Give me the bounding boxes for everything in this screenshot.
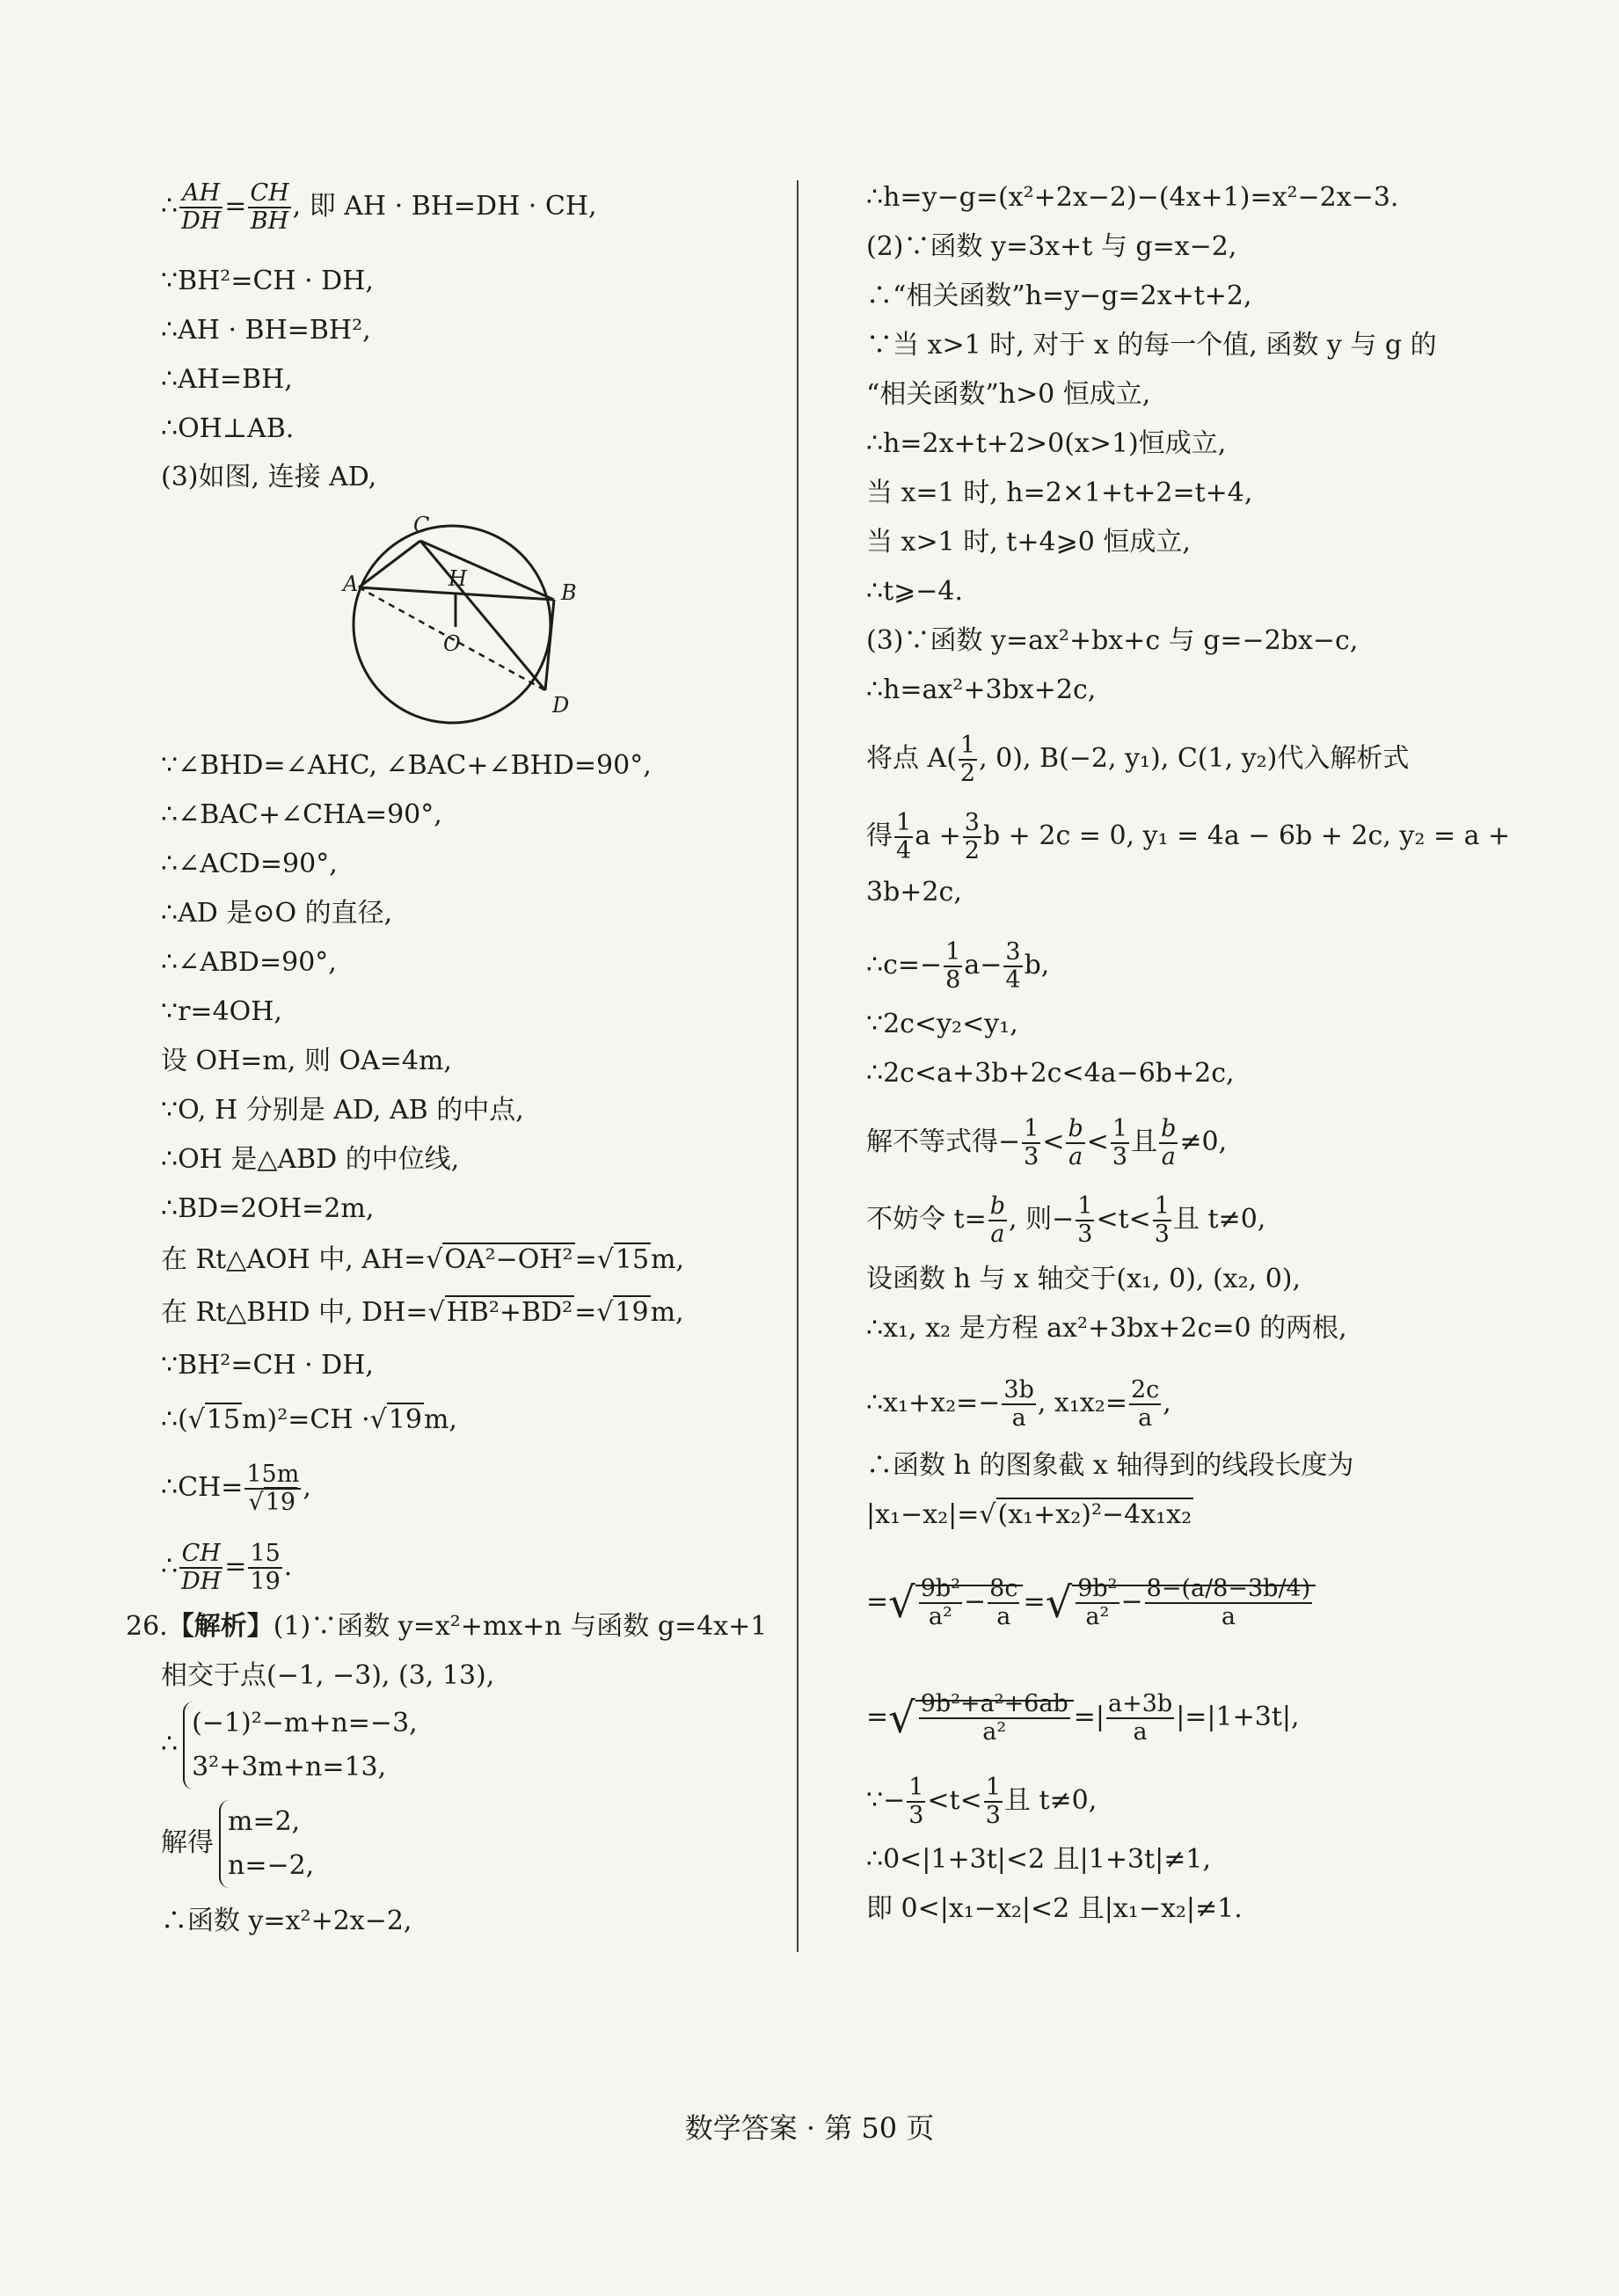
fraction: $\frac{\text{9b²}}{\text{a²}}$ [1077, 1575, 1118, 1630]
text-line: 相交于点(−1, −3), (3, 13), [161, 1660, 495, 1691]
fraction: $\frac{1}{3}$ [985, 1774, 1001, 1829]
text-line: ∴AD 是⊙O 的直径, [161, 898, 393, 929]
text-line: ∴∠BAC+∠CHA=90°, [161, 799, 442, 830]
label-h: H [449, 566, 467, 591]
text-line: 3b+2c, [866, 877, 962, 907]
fraction: $\frac{\text{9b²+a²+6ab}}{\text{a²}}$ [920, 1690, 1068, 1746]
fraction: $\frac{1}{3}$ [908, 1774, 924, 1829]
equation-system: ∴ (−1)²−m+n=−3, 3²+3m+n=13, [161, 1702, 418, 1789]
fraction: $\frac{1}{4}$ [896, 809, 912, 864]
text-line: 26.【解析】(1)∵函数 y=x²+mx+n 与函数 g=4x+1 [126, 1611, 768, 1642]
text-line: =√ $\frac{\text{9b²+a²+6ab}}{\text{a²}}$ =| $\frac{a+3b}{a}$ |=|1+3t|, [866, 1690, 1300, 1746]
fraction: $\frac{1}{2}$ [959, 732, 976, 787]
fraction: $\frac{b}{a}$ [989, 1192, 1006, 1248]
text-line: (3)∵函数 y=ax²+bx+c 与 g=−2bx−c, [866, 625, 1359, 656]
text-line: ∵∠BHD=∠AHC, ∠BAC+∠BHD=90°, [161, 750, 652, 781]
text-line: ∵当 x>1 时, 对于 x 的每一个值, 函数 y 与 g 的 [866, 330, 1437, 361]
fraction: $\frac{2c}{a}$ [1130, 1376, 1160, 1432]
text-line: ∴(√15m)²=CH ·√19m, [161, 1404, 457, 1435]
page-number-label: 数学答案 · 第 50 页 [684, 2111, 935, 2145]
label-d: D [552, 693, 570, 718]
equation-system: 解得 m=2, n=−2, [161, 1800, 314, 1888]
text-line: ∴h=y−g=(x²+2x−2)−(4x+1)=x²−2x−3. [866, 182, 1399, 213]
fraction: $\frac{1}{3}$ [1112, 1115, 1128, 1170]
text-line: ∴c=− $\frac{1}{8}$ a− $\frac{3}{4}$ b, [866, 938, 1050, 994]
text-line: 即 0<|x₁−x₂|<2 且|x₁−x₂|≠1. [866, 1893, 1243, 1924]
text-line: ∵BH²=CH · DH, [161, 1350, 374, 1381]
column-divider [797, 180, 799, 1952]
text-line: ∴2c<a+3b+2c<4a−6b+2c, [866, 1058, 1235, 1089]
label-b: B [561, 580, 577, 605]
text-line: ∵− $\frac{1}{3}$ <t< $\frac{1}{3}$ 且 t≠0, [866, 1774, 1098, 1829]
fraction: $\frac{a+3b}{a}$ [1108, 1690, 1173, 1746]
text-line: ∴t⩾−4. [866, 576, 964, 607]
text-line: ∴函数 h 的图象截 x 轴得到的线段长度为 [866, 1450, 1354, 1481]
text-line: “相关函数”h>0 恒成立, [866, 379, 1151, 410]
label-o: O [443, 631, 461, 656]
text-line: ∴函数 y=x²+2x−2, [161, 1906, 412, 1936]
text-line: ∴OH 是△ABD 的中位线, [161, 1144, 460, 1175]
text-line: ∴“相关函数”h=y−g=2x+t+2, [866, 281, 1252, 311]
text-line: 将点 A( $\frac{1}{2}$ , 0), B(−2, y₁), C(1, y₂)代入解析式 [866, 732, 1410, 787]
text-line: |x₁−x₂|=√(x₁+x₂)²−4x₁x₂ [866, 1499, 1192, 1530]
text-line: 设 OH=m, 则 OA=4m, [161, 1046, 452, 1076]
fraction: $\frac{3}{4}$ [1005, 938, 1021, 994]
fraction: $\frac{8-(a/8-3b/4)}{a}$ [1146, 1575, 1311, 1630]
text-line: 解不等式得− $\frac{1}{3}$ < $\frac{b}{a}$ < $\frac{1}{3}$ 且 $\frac{b}{a}$ ≠0, [866, 1115, 1228, 1170]
fraction: $\frac{\text{9b²}}{\text{a²}}$ [920, 1575, 961, 1630]
text-line: ∵BH²=CH · DH, [161, 266, 374, 296]
text-line: ∴BD=2OH=2m, [161, 1193, 375, 1224]
text-line: ∴CH= $\frac{15m}{√19}$ , [161, 1461, 311, 1516]
fraction: $\frac{1}{8}$ [945, 938, 961, 994]
fraction: $\frac{b}{a}$ [1068, 1115, 1083, 1170]
text-line: 在 Rt△BHD 中, DH=√HB²+BD²=√19m, [161, 1297, 684, 1328]
text-line: ∴OH⊥AB. [161, 413, 295, 444]
label-c: C [413, 513, 430, 537]
text-line: ∴0<|1+3t|<2 且|1+3t|≠1, [866, 1844, 1211, 1875]
text-line: ∴x₁, x₂ 是方程 ax²+3bx+2c=0 的两根, [866, 1313, 1347, 1344]
fraction: $\frac{AH}{DH}$ [181, 179, 222, 235]
fraction: $\frac{15}{19}$ [250, 1540, 281, 1595]
text-line: ∴ $\frac{AH}{DH}$ = $\frac{CH}{BH}$ , 即 AH · BH=DH · CH, [161, 179, 597, 235]
fraction: $\frac{b}{a}$ [1161, 1115, 1177, 1170]
fraction: $\frac{1}{3}$ [1154, 1192, 1170, 1248]
fraction: $\frac{1}{3}$ [1077, 1192, 1093, 1248]
text-line: ∴h=ax²+3bx+2c, [866, 674, 1097, 705]
text-line: ∴h=2x+t+2>0(x>1)恒成立, [866, 428, 1227, 459]
fraction: $\frac{CH}{DH}$ [181, 1540, 222, 1595]
text-line: ∴ $\frac{CH}{DH}$ = $\frac{15}{19}$ . [161, 1540, 293, 1595]
fraction: $\frac{3}{2}$ [964, 809, 980, 864]
text-line: 当 x>1 时, t+4⩾0 恒成立, [866, 527, 1191, 558]
text-line: ∴∠ABD=90°, [161, 947, 337, 978]
text-line: ∵O, H 分别是 AD, AB 的中点, [161, 1095, 524, 1126]
text-line: ∴x₁+x₂=− $\frac{3b}{a}$ , x₁x₂= $\frac{2c}{a}$ , [866, 1376, 1171, 1432]
segment-cd [420, 541, 545, 690]
text-line: ∴AH · BH=BH², [161, 315, 371, 346]
text-line: (3)如图, 连接 AD, [161, 462, 377, 492]
fraction: $\frac{3b}{a}$ [1003, 1376, 1034, 1432]
text-line: ∵2c<y₂<y₁, [866, 1009, 1018, 1039]
fraction: $\frac{CH}{BH}$ [250, 179, 289, 235]
text-line: ∴∠ACD=90°, [161, 849, 338, 879]
text-line: 在 Rt△AOH 中, AH=√OA²−OH²=√15m, [161, 1244, 685, 1275]
text-line: 设函数 h 与 x 轴交于(x₁, 0), (x₂, 0), [866, 1264, 1302, 1294]
text-line: (2)∵函数 y=3x+t 与 g=x−2, [866, 231, 1237, 262]
fraction: $\frac{1}{3}$ [1024, 1115, 1039, 1170]
text-line: 当 x=1 时, h=2×1+t+2=t+4, [866, 477, 1253, 508]
text-line: 不妨令 t= $\frac{b}{a}$ , 则− $\frac{1}{3}$ <t< $\frac{1}{3}$ 且 t≠0, [866, 1192, 1266, 1248]
circle-figure [343, 510, 579, 730]
text-line: =√ $\frac{\text{9b²}}{\text{a²}}$ − $\frac{8c}{a}$ =√ $\frac{\text{9b²}}{\text{a²}}$ − $\frac{8-(a/8-3b/4)}{a}$ [866, 1576, 1316, 1630]
text-line: ∴AH=BH, [161, 364, 293, 395]
fraction: $\frac{15m}{√19}$ [246, 1461, 300, 1516]
fraction: $\frac{8c}{a}$ [989, 1575, 1018, 1630]
label-a: A [343, 572, 359, 596]
text-line: ∵r=4OH, [161, 996, 282, 1027]
text-line: 得 $\frac{1}{4}$ a + $\frac{3}{2}$ b + 2c = 0, y₁ = 4a − 6b + 2c, y₂ = a + [866, 809, 1511, 864]
